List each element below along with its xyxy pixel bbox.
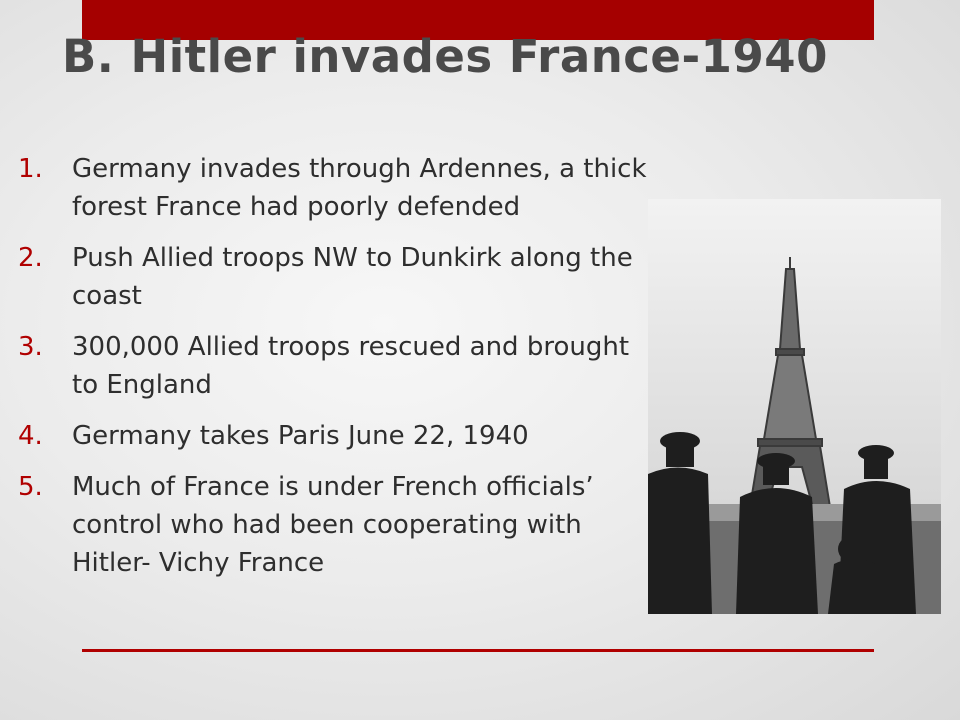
list-item [18,239,658,315]
list-item [18,328,658,404]
bullet-text: Germany takes Paris June 22, 1940 [72,421,529,451]
bullet-text: Much of France is under French officials’ control who had been cooperating with Hitler- Vichy France [72,472,594,578]
bullet-number: 5. [18,472,43,502]
bullet-number: 1. [18,154,43,184]
bullet-text: Germany invades through Ardennes, a thick forest France had poorly defended [72,154,647,222]
list-item [18,468,658,582]
bottom-accent-rule [82,649,874,652]
bullet-text: 300,000 Allied troops rescued and brought to England [72,332,630,400]
bullet-text: Push Allied troops NW to Dunkirk along the coast [72,243,633,311]
eiffel-tower-photo [648,199,941,614]
slide-title: B. Hitler invades France-1940 [62,30,828,83]
bullet-number: 2. [18,243,43,273]
photo-illustration [648,199,941,614]
list-item [18,417,658,455]
bullet-number: 3. [18,332,43,362]
bullet-list [18,150,658,595]
figures-silhouettes [648,432,916,614]
bullet-number: 4. [18,421,43,451]
list-item [18,150,658,226]
